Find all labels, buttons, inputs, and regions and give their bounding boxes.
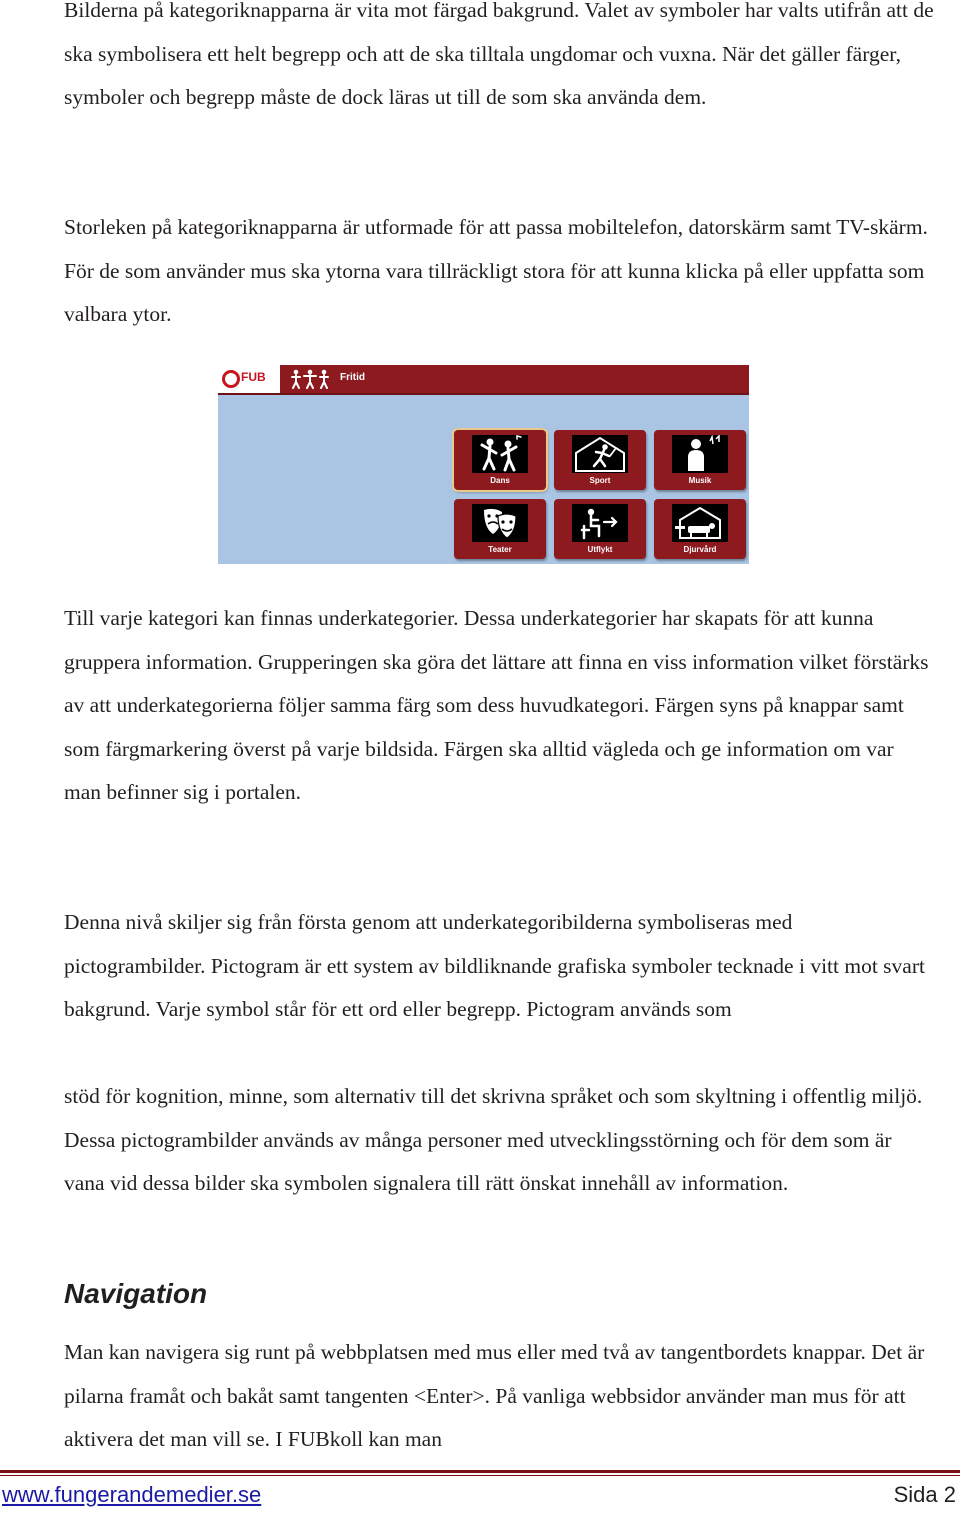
tile-label: Sport [589, 476, 611, 485]
category-tile-teater[interactable] [454, 499, 546, 559]
figure-page-title: Fritid [340, 372, 365, 383]
people-group-icon [290, 368, 330, 390]
footer-divider-thin [0, 1475, 960, 1476]
category-tile-sport[interactable] [554, 430, 646, 490]
navigation-paragraph: Man kan navigera sig runt på webbplatsen med mus eller med två av tangentbordets knappar. Det är pilarna framåt och bakåt samt tangenten <Enter>. På vanliga webbsidor använder man mus för att aktivera det man vill se. I FUBkoll kan man [64, 1340, 925, 1451]
tile-label: Utflykt [587, 545, 613, 554]
footer-divider [0, 1470, 960, 1473]
pictogram-paragraph: Denna nivå skiljer sig från första genom att underkategoribilderna symboliseras med pictogrambilder. Pictogram är ett system av bildliknande grafiska symboler tecknade i vitt mot svart bakgrund. Varje symbol står för ett ord eller begrepp. Pictogram används som [64, 910, 925, 1021]
subcategories-paragraph: Till varje kategori kan finnas underkategorier. Dessa underkategorier har skapats för att kunna gruppera information. Grupperingen ska göra det lättare att finna en viss information vilket förstärks av att underkategorierna följer samma färg som dess huvudkategori. Färgen syns på knappar samt som färgmarkering överst på varje bildsida. Färgen ska alltid vägleda och ge information om var man befinner sig i portalen. [64, 606, 929, 804]
category-tile-utflykt[interactable] [554, 499, 646, 559]
dance-pictogram-icon [472, 435, 528, 473]
navigation-heading: Navigation [64, 1278, 208, 1309]
fub-logo-ring-icon [222, 370, 240, 388]
size-paragraph: Storleken på kategoriknapparna är utformade för att passa mobiltelefon, datorskärm samt TV-skärm. För de som använder mus ska ytorna vara tillräckligt stora för att kunna klicka på eller uppfatta som valbara ytor. [64, 215, 928, 326]
category-tile-dans[interactable] [454, 430, 546, 490]
fub-logo-text: FUB [241, 370, 266, 384]
figure-header-bar [218, 365, 749, 395]
category-tile-musik[interactable] [654, 430, 746, 490]
category-tile-djurvard[interactable] [654, 499, 746, 559]
fub-logo [218, 365, 280, 393]
tile-label: Djurvård [683, 545, 717, 554]
category-screenshot-figure [218, 365, 749, 564]
page-number: Sida 2 [893, 1482, 956, 1507]
excursion-pictogram-icon [572, 504, 628, 542]
tile-label: Teater [488, 545, 512, 554]
pictogram-usage-paragraph: stöd för kognition, minne, som alternativ till det skrivna språket och som skyltning i offentlig miljö. Dessa pictogrambilder används av många personer med utvecklingsstörning och för dem som är vana vid dessa bilder ska symbolen signalera till rätt önskat innehåll av information. [64, 1084, 923, 1195]
animal-care-pictogram-icon [672, 504, 728, 542]
footer-website-link[interactable]: www.fungerandemedier.se [2, 1482, 262, 1507]
tile-label: Musik [688, 476, 712, 485]
theater-masks-pictogram-icon [472, 504, 528, 542]
music-pictogram-icon [672, 435, 728, 473]
sport-pictogram-icon [572, 435, 628, 473]
intro-paragraph: Bilderna på kategoriknapparna är vita mot färgad bakgrund. Valet av symboler har valts utifrån att de ska symbolisera ett helt begrepp och att de ska tilltala ungdomar och vuxna. När det gäller färger, symboler och begrepp måste de dock läras ut till de som ska använda dem. [64, 0, 934, 109]
tile-label: Dans [490, 476, 510, 485]
